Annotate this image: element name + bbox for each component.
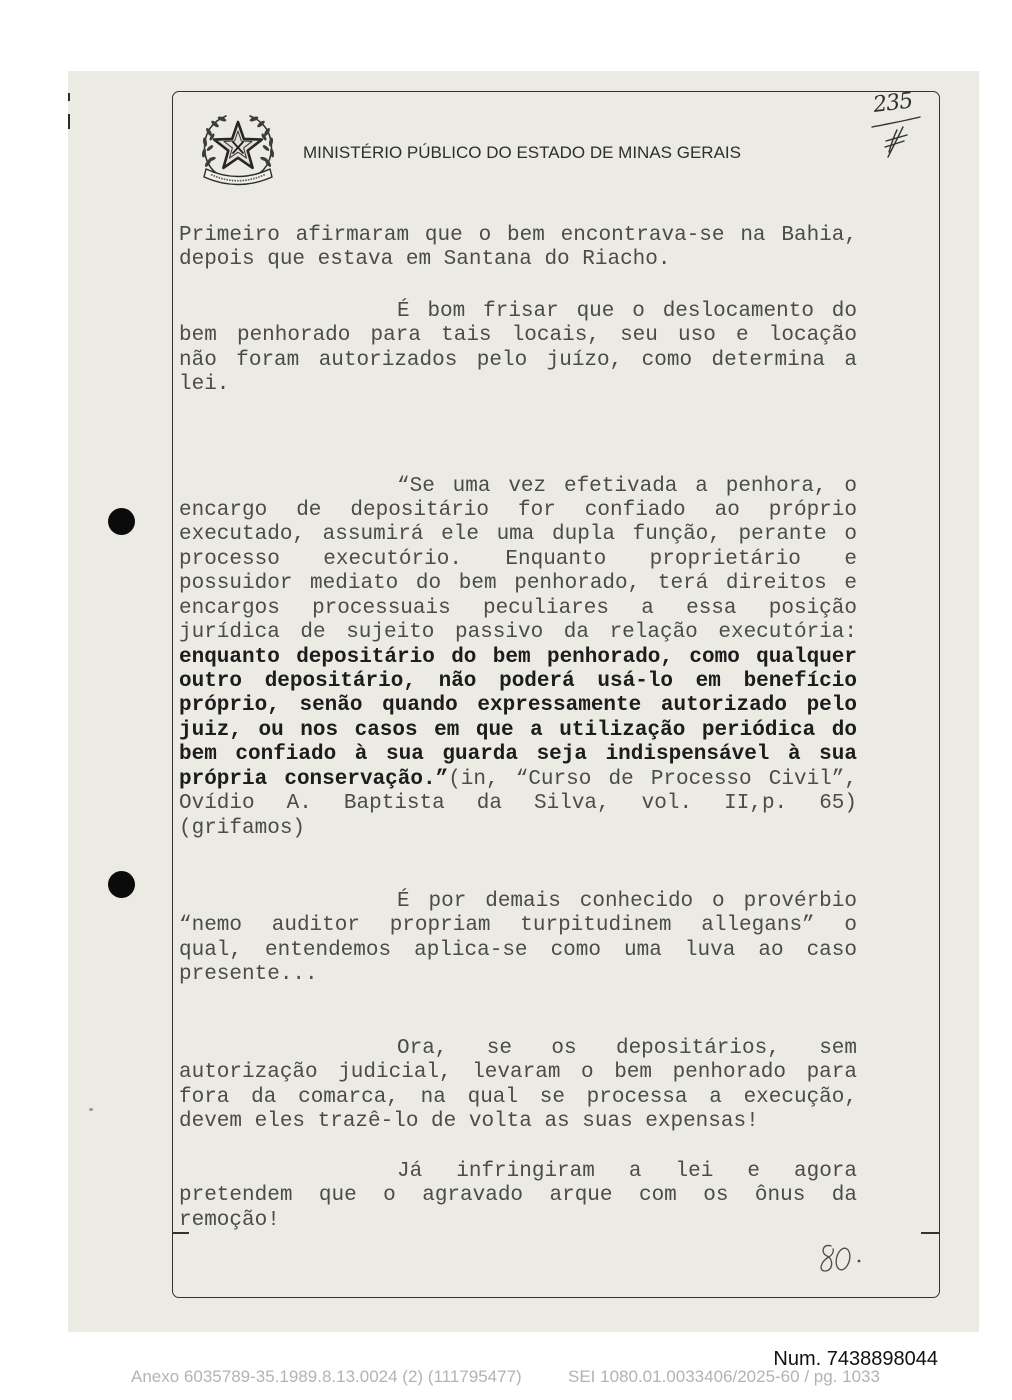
text-line: encargos processuais peculiares a essa posição [179,596,857,620]
text-line: executado, assumirá ele uma dupla função, perante o [179,523,857,547]
text-line: qual, entendemos aplica-se como uma luva ao caso [179,938,857,962]
text-line: “Se uma vez efetivada a penhora, o [397,474,857,498]
document-number: Num. 7438898044 [773,1348,938,1370]
text-line: É por demais conhecido o provérbio [397,889,857,913]
text-line: remoção! [179,1208,280,1232]
text-line: “nemo auditor propriam turpitudinem allegans” o [179,914,857,938]
text-line: Já infringiram a lei e agora [397,1159,857,1183]
text-line: Ora, se os depositários, sem [397,1036,857,1060]
emphasized-text: própria conservação.” [179,767,449,791]
text-line: pretendem que o agravado arque com os ônus da [179,1184,857,1208]
emphasized-text-line: bem confiado à sua guarda seja indispensável à sua [179,743,857,767]
text-line: devem eles trazê-lo de volta as suas expensas! [179,1110,759,1134]
emphasized-text-line: outro depositário, não poderá usá-lo em benefício [179,670,857,693]
text-line: autorização judicial, levaram o bem penhorado para [179,1061,857,1085]
paragraph-1 [179,224,857,273]
folio-initials-mark [862,112,928,162]
annex-reference: Anexo 6035789-35.1989.8.13.0024 (2) (111795477) [131,1367,522,1386]
paragraph-4 [179,890,857,988]
sei-reference: SEI 1080.01.0033406/2025-60 / pg. 1033 [568,1367,880,1386]
text-line [179,768,857,792]
text-line: jurídica de sujeito passivo da relação executória: [179,621,857,645]
margin-tick-mark [921,1232,940,1234]
paragraph-3-citation [179,475,857,842]
text-line: depois que estava em Santana do Riacho. [179,248,671,272]
text-line: processo executório. Enquanto proprietário e [179,547,857,571]
punch-hole [108,871,135,898]
margin-tick-mark [172,1232,189,1234]
text-line: Ovídio A. Baptista da Silva, vol. II,p. 65) [179,792,857,816]
emphasized-text-line: enquanto depositário do bem penhorado, como qualquer [179,645,857,669]
text-line: presente... [179,963,318,987]
text-line: É bom frisar que o deslocamento do [397,299,857,323]
text-line: fora da comarca, na qual se processa a execução, [179,1085,857,1109]
text-line: (grifamos) [179,816,306,840]
paragraph-6 [179,1160,857,1234]
text-line: encargo de depositário for confiado ao próprio [179,498,857,522]
institution-header-title: MINISTÉRIO PÚBLICO DO ESTADO DE MINAS GERAIS [303,143,741,162]
scan-speck [89,1108,93,1111]
scan-artifact [68,93,70,101]
text-line: possuidor mediato do bem penhorado, terá direitos e [179,572,857,596]
handwritten-folio-number: 235 [871,88,914,119]
paragraph-5 [179,1037,857,1135]
citation-source-text: (in, “Curso de Processo Civil”, [448,767,857,791]
paragraph-2 [179,300,857,398]
punch-hole [108,508,135,535]
text-line: bem penhorado para tais locais, seu uso e locação [179,324,857,348]
text-line: lei. [179,373,230,397]
emphasized-text-line: juiz, ou nos casos em que a utilização periódica do [179,718,857,742]
scan-artifact [68,114,70,129]
emphasized-text-line: próprio, senão quando expressamente autorizado pelo [179,694,857,718]
state-coat-of-arms-seal [199,111,277,189]
text-line: Primeiro afirmaram que o bem encontrava-se na Bahia, [179,223,857,247]
text-line: não foram autorizados pelo juízo, como determina a [179,348,857,372]
handwritten-rubric [816,1240,868,1280]
